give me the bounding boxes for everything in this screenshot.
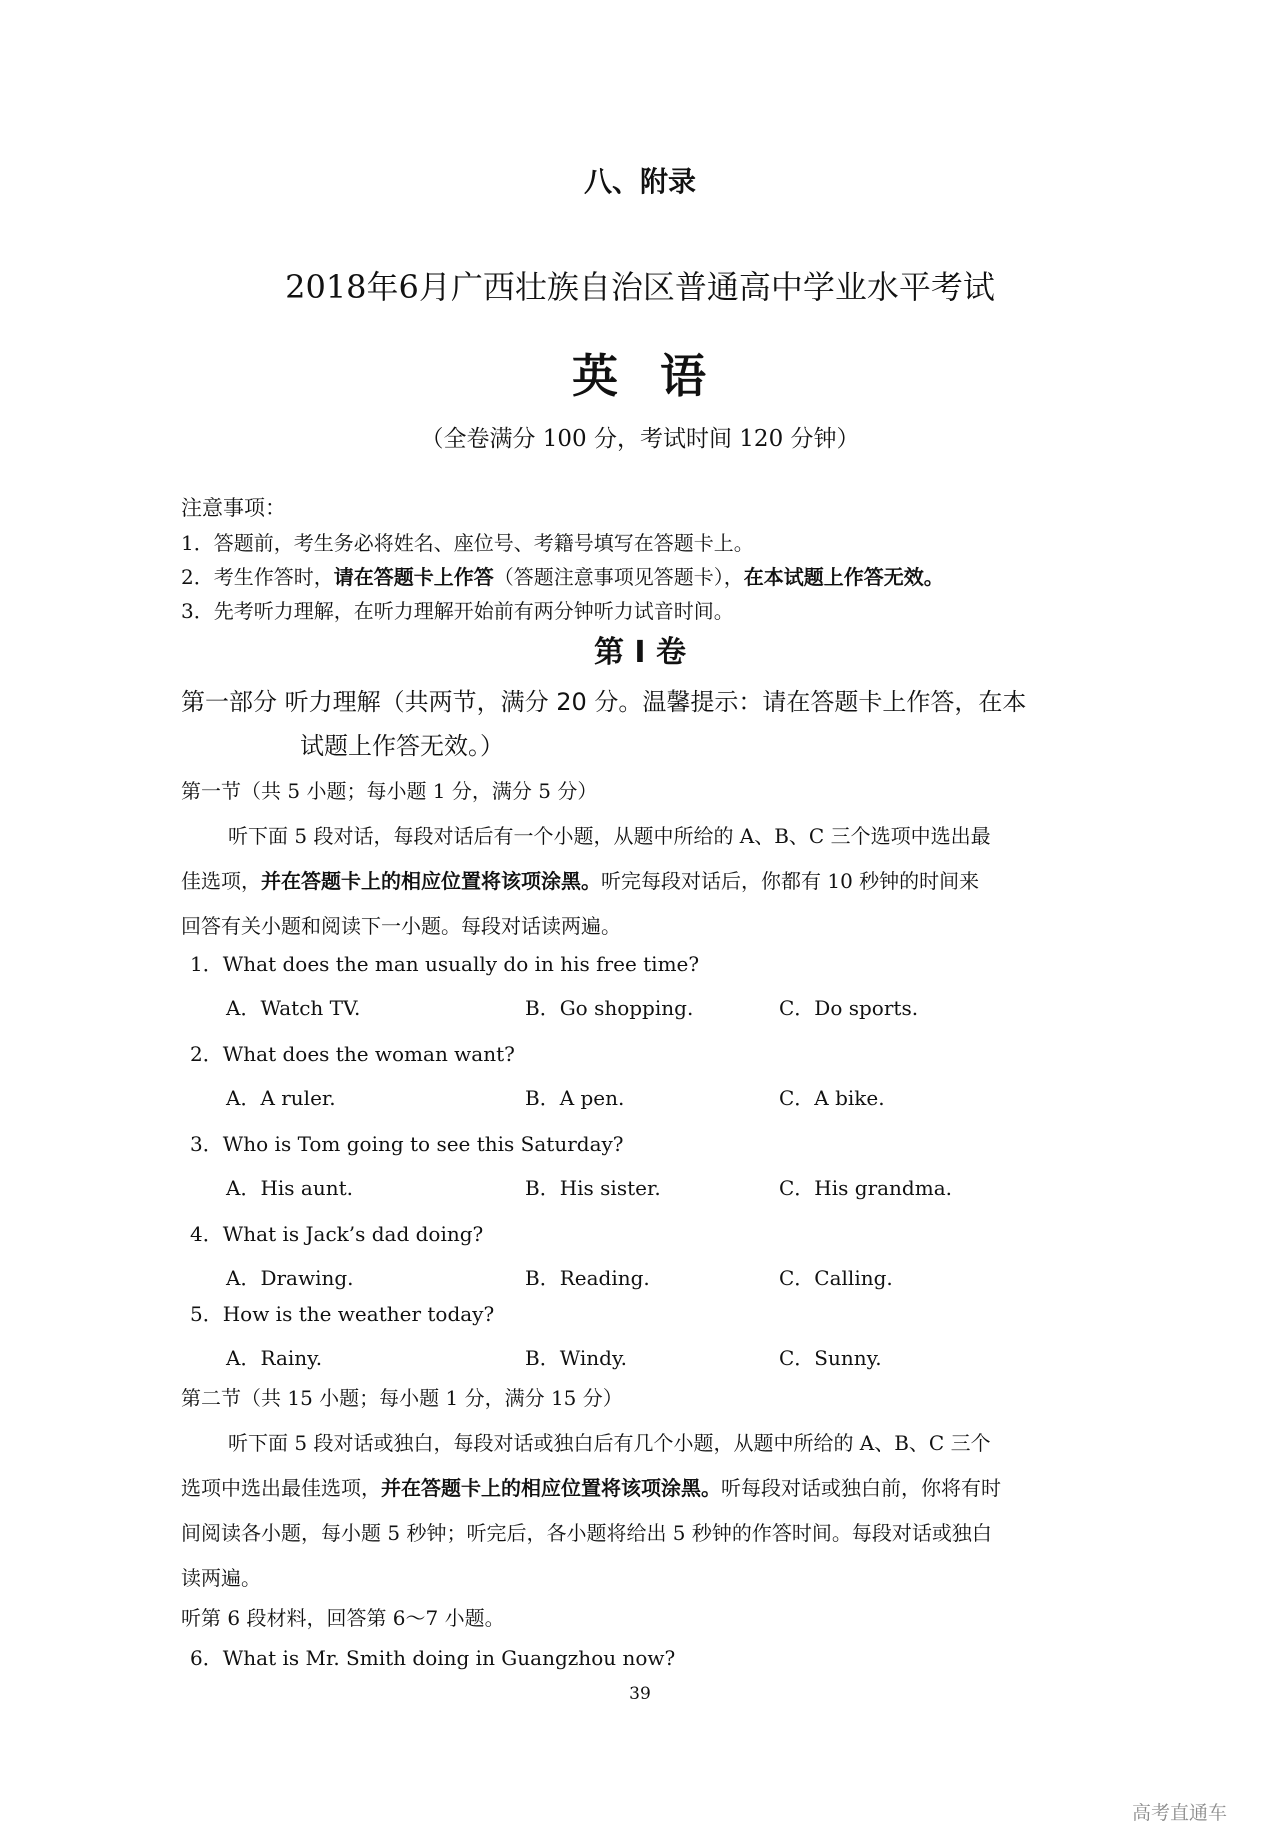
question-1: 1．What does the man usually do in his free time? [190, 952, 700, 976]
question-3-option-a: A．His aunt. [226, 1176, 353, 1200]
section1-para-line2-post: 听完每段对话后，你都有 10 秒钟的时间来 [601, 869, 980, 893]
question-6: 6．What is Mr. Smith doing in Guangzhou now? [190, 1646, 676, 1670]
question-1-option-c: C．Do sports. [779, 996, 919, 1020]
part1-heading-line1: 第一部分 听力理解（共两节，满分 20 分。温馨提示：请在答题卡上作答，在本 [181, 688, 1027, 716]
section1-para-line1: 听下面 5 段对话，每段对话后有一个小题，从题中所给的 A、B、C 三个选项中选出最 [228, 824, 991, 848]
volume-heading: 第 I 卷 [593, 635, 687, 670]
exam-title: 2018年6月广西壮族自治区普通高中学业水平考试 [285, 268, 995, 306]
part1-heading-line2: 试题上作答无效。） [300, 732, 504, 760]
question-4-option-c: C．Calling. [779, 1266, 893, 1290]
question-2-option-c: C．A bike. [779, 1086, 885, 1110]
score-note: （全卷满分 100 分，考试时间 120 分钟） [420, 426, 860, 452]
question-5-option-c: C．Sunny. [779, 1346, 882, 1370]
subject-title [0, 340, 1280, 406]
section2-para-line4: 读两遍。 [181, 1566, 261, 1590]
notice-item-2-pre: 2．考生作答时， [181, 565, 334, 589]
question-5-option-a: A．Rainy. [226, 1346, 323, 1370]
notice-item-2-bold2: 在本试题上作答无效。 [743, 565, 944, 589]
question-4-option-b: B．Reading. [525, 1266, 650, 1290]
section2-heading: 第二节（共 15 小题；每小题 1 分，满分 15 分） [181, 1386, 623, 1410]
section2-material-note: 听第 6 段材料，回答第 6～7 小题。 [181, 1606, 505, 1630]
section1-para-line2-bold: 并在答题卡上的相应位置将该项涂黑。 [261, 869, 601, 893]
question-4: 4．What is Jack’s dad doing? [190, 1222, 484, 1246]
notice-item-2-bold1: 请在答题卡上作答 [333, 565, 494, 589]
question-2: 2．What does the woman want? [190, 1042, 515, 1066]
subject-title-part2: 语 [660, 349, 708, 403]
section2-para-line2-pre: 选项中选出最佳选项， [181, 1476, 381, 1500]
question-2-option-b: B．A pen. [525, 1086, 625, 1110]
section1-para-line2-pre: 佳选项， [181, 869, 261, 893]
question-3: 3．Who is Tom going to see this Saturday? [190, 1132, 624, 1156]
notice-item-2-mid: （答题注意事项见答题卡）， [493, 565, 744, 589]
section1-para-line3: 回答有关小题和阅读下一小题。每段对话读两遍。 [181, 914, 621, 938]
section2-para-line2-post: 听每段对话或独白前，你将有时 [721, 1476, 1001, 1500]
section1-heading: 第一节（共 5 小题；每小题 1 分，满分 5 分） [181, 779, 598, 803]
watermark: 高考直通车 [1132, 1802, 1228, 1824]
question-5: 5．How is the weather today? [190, 1302, 495, 1326]
section2-para-line2 [181, 1472, 1001, 1501]
section2-para-line1: 听下面 5 段对话或独白，每段对话或独白后有几个小题，从题中所给的 A、B、C 三个 [228, 1431, 991, 1455]
question-2-option-a: A．A ruler. [226, 1086, 336, 1110]
notice-item-2 [181, 561, 944, 590]
question-3-option-b: B．His sister. [525, 1176, 661, 1200]
notice-heading: 注意事项： [181, 496, 286, 520]
subject-title-part1: 英 [572, 349, 620, 403]
page-number: 39 [629, 1684, 651, 1704]
section2-para-line3: 间阅读各小题，每小题 5 秒钟；听完后，各小题将给出 5 秒钟的作答时间。每段对话或独白 [181, 1521, 992, 1545]
question-3-option-c: C．His grandma. [779, 1176, 952, 1200]
question-5-option-b: B．Windy. [525, 1346, 627, 1370]
section1-para-line2 [181, 865, 979, 894]
notice-item-3: 3．先考听力理解，在听力理解开始前有两分钟听力试音时间。 [181, 599, 734, 623]
question-4-option-a: A．Drawing. [226, 1266, 354, 1290]
question-1-option-b: B．Go shopping. [525, 996, 694, 1020]
section2-para-line2-bold: 并在答题卡上的相应位置将该项涂黑。 [381, 1476, 721, 1500]
appendix-heading: 八、附录 [583, 165, 696, 198]
question-1-option-a: A．Watch TV. [226, 996, 361, 1020]
notice-item-1: 1．答题前，考生务必将姓名、座位号、考籍号填写在答题卡上。 [181, 531, 754, 555]
